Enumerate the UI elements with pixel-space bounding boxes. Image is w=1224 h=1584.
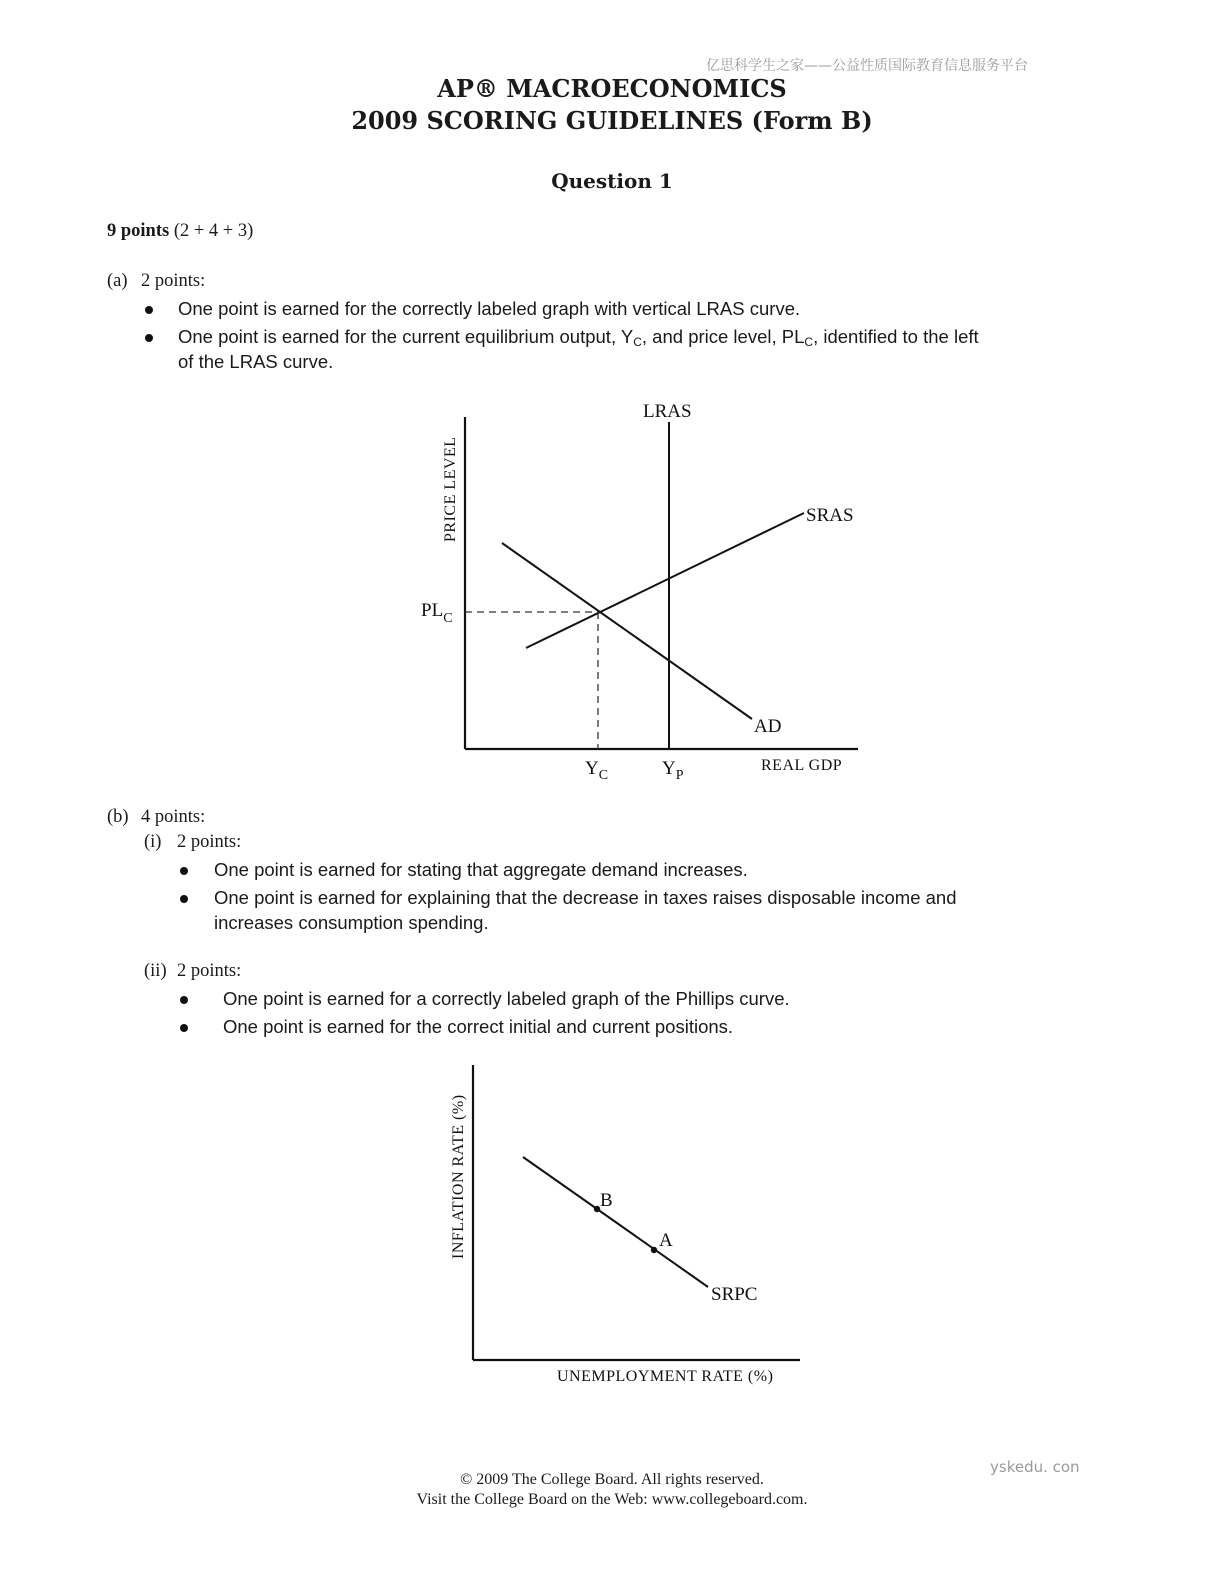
part-b-ii-points: 2 points: [177,961,242,981]
part-b-label: (b) [107,807,129,827]
yc-label [585,758,608,783]
x-axis-label: UNEMPLOYMENT RATE (%) [557,1368,774,1385]
footer-copyright: © 2009 The College Board. All rights reserved. [460,1471,764,1488]
part-b-ii-bullet-1: One point is earned for a correctly labeled graph of the Phillips curve. [223,988,790,1009]
part-a-bullet-2-cont: of the LRAS curve. [178,351,334,372]
yc-label-sub: C [598,768,609,783]
plc-label [421,600,453,626]
bullet-icon [180,895,188,903]
bullet-icon [180,996,188,1004]
yp-label-main: Y [662,758,676,779]
subscript: C [633,335,642,349]
ad-as-graph [400,390,880,790]
points-total [107,221,253,242]
part-a-points: 2 points: [141,271,206,291]
sras-curve [526,513,804,648]
yc-label-main: Y [585,758,599,779]
part-a-bullet-2-text-1: One point is earned for the current equilibrium output, Y [178,326,634,347]
bullet-icon [145,306,153,314]
subscript: C [804,335,814,349]
part-b-points: 4 points: [141,807,206,827]
x-axis-label: REAL GDP [761,757,843,774]
sras-label: SRAS [806,505,854,526]
points-total-bold: 9 points [107,221,170,241]
part-b-i-points: 2 points: [177,832,242,852]
point-a-marker [651,1247,657,1253]
part-a-bullet-2-text-3: , identified to the left [813,326,979,347]
footer-website: Visit the College Board on the Web: www.collegeboard.com. [416,1491,808,1508]
yp-label [662,758,684,783]
bullet-icon [145,334,153,342]
point-a-label: A [659,1230,673,1251]
document-title: AP® MACROECONOMICS [437,74,787,103]
yp-label-sub: P [675,768,684,783]
watermark-top: 亿思科学生之家——公益性质国际教育信息服务平台 [706,58,1028,74]
y-axis-label: PRICE LEVEL [442,436,459,542]
ad-label: AD [754,716,782,737]
lras-label: LRAS [643,401,692,422]
y-axis-label: INFLATION RATE (%) [450,1094,467,1259]
part-a-bullet-2 [178,326,979,349]
plc-label-main: PL [421,600,444,621]
part-b-i-bullet-2: One point is earned for explaining that the decrease in taxes raises disposable income and [214,887,957,908]
document-subtitle: 2009 SCORING GUIDELINES (Form B) [351,106,873,135]
ad-curve [502,543,752,719]
srpc-label: SRPC [711,1284,758,1305]
part-b-ii-label: (ii) [144,961,167,981]
plc-label-sub: C [443,611,453,626]
srpc-curve [523,1157,708,1287]
bullet-icon [180,1024,188,1032]
points-total-breakdown: (2 + 4 + 3) [173,221,254,241]
watermark-bottom: yskedu. con [990,1458,1080,1476]
part-b-i-bullet-1: One point is earned for stating that aggregate demand increases. [214,859,748,880]
part-b-ii-bullet-2: One point is earned for the correct initial and current positions. [223,1016,734,1037]
question-heading: Question 1 [551,169,673,193]
part-b-i-label: (i) [144,832,162,852]
phillips-curve-graph [430,1055,830,1395]
part-b-i-bullet-2-cont: increases consumption spending. [214,912,489,933]
part-a-bullet-1: One point is earned for the correctly labeled graph with vertical LRAS curve. [178,298,801,319]
part-a-label: (a) [107,271,128,291]
part-a-bullet-2-text-2: , and price level, PL [641,326,805,347]
point-b-label: B [600,1190,613,1211]
bullet-icon [180,867,188,875]
